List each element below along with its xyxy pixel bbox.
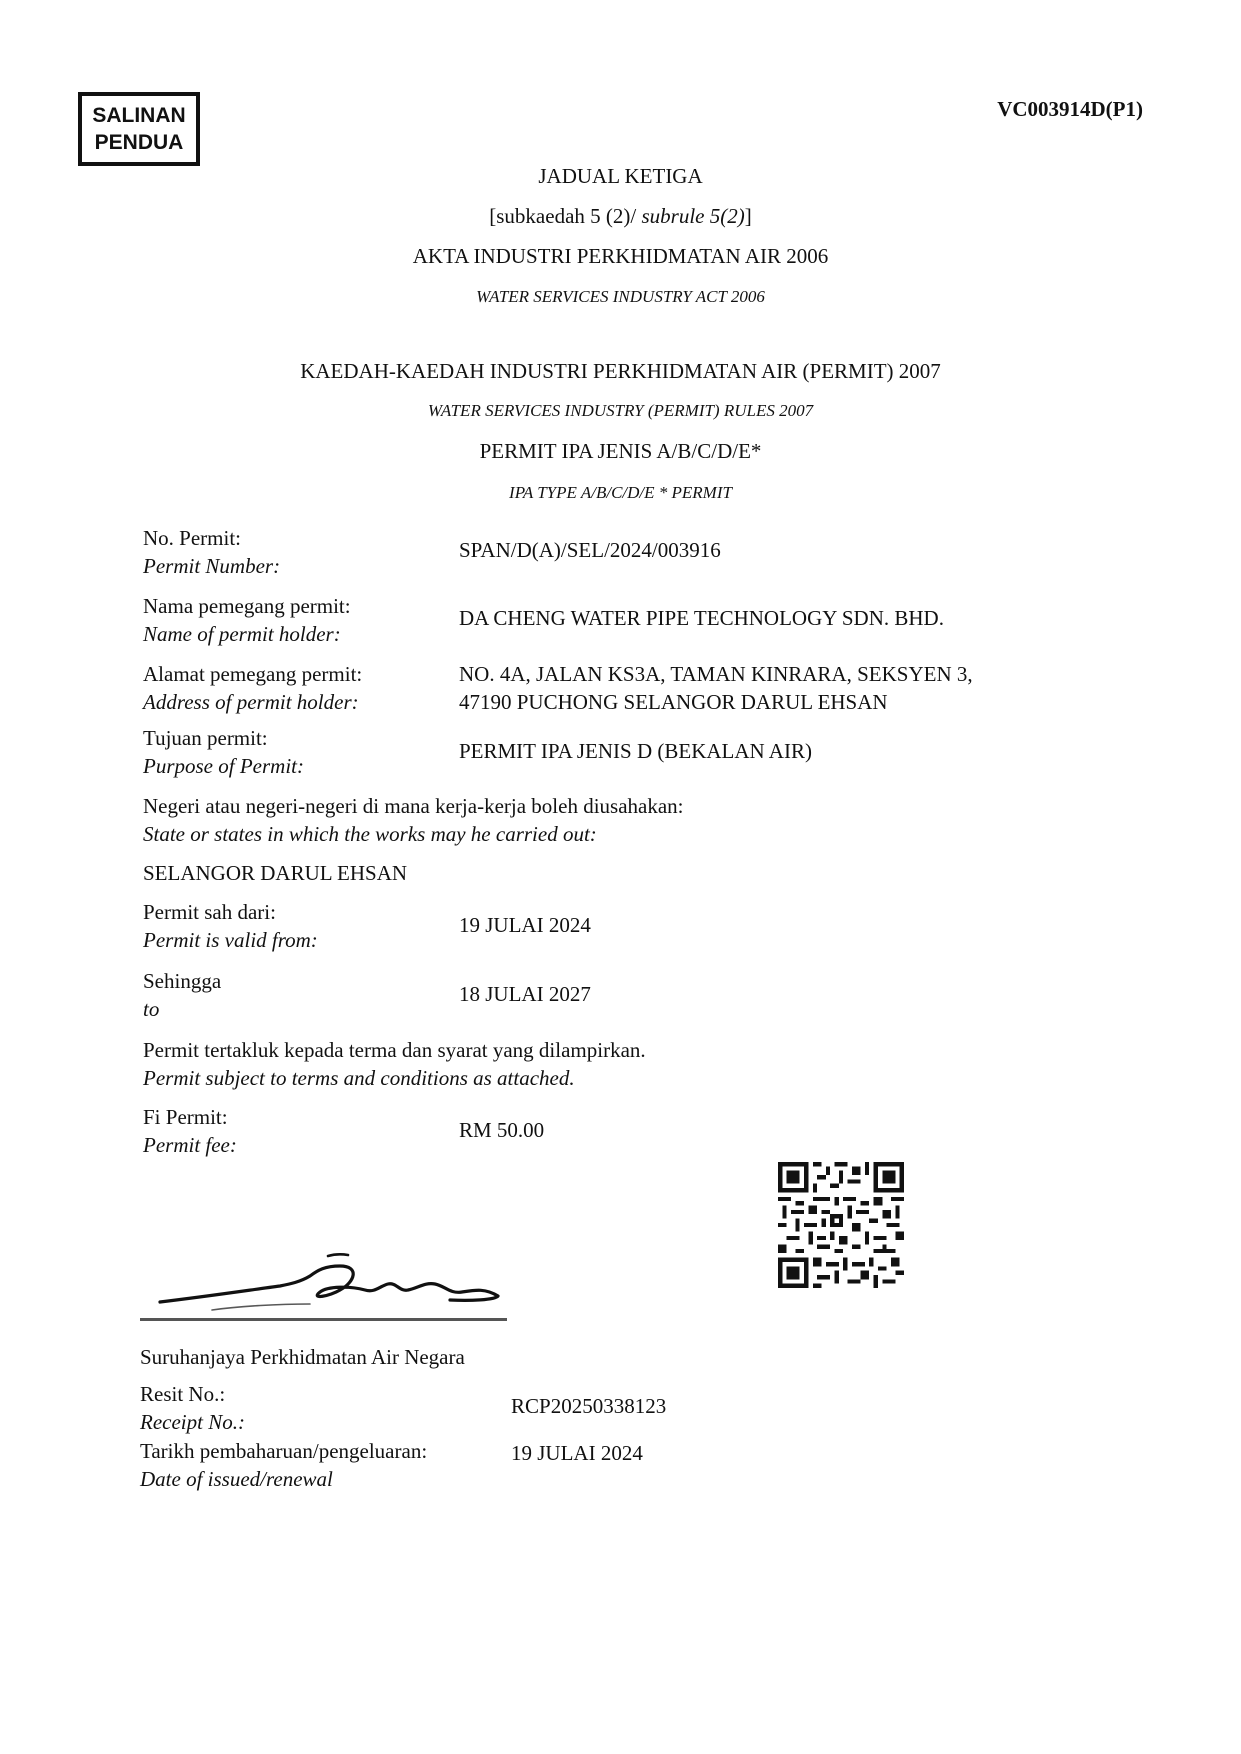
permit-number-value: SPAN/D(A)/SEL/2024/003916 [459, 538, 721, 562]
act-title-ms: AKTA INDUSTRI PERKHIDMATAN AIR 2006 [412, 244, 829, 268]
stamp-line-2: PENDUA [94, 131, 184, 154]
issue-date-label-ms: Tarikh pembaharuan/pengeluaran: [140, 1439, 428, 1463]
states-label [143, 792, 684, 848]
fee-label [143, 1103, 237, 1159]
schedule-title: JADUAL KETIGA [538, 164, 703, 188]
issue-date-value: 19 JULAI 2024 [511, 1441, 643, 1465]
qr-code-icon [778, 1162, 904, 1288]
holder-address-value [459, 660, 973, 716]
purpose-label-en: Purpose of Permit: [143, 754, 304, 778]
valid-to-value: 18 JULAI 2027 [459, 982, 591, 1006]
subrule-reference [0, 204, 1241, 229]
states-label-ms: Negeri atau negeri-negeri di mana kerja-kerja boleh diusahakan: [143, 794, 684, 818]
receipt-label-ms: Resit No.: [140, 1382, 226, 1406]
valid-to-label [143, 967, 221, 1023]
issue-date-label [140, 1437, 427, 1493]
valid-to-label-ms: Sehingga [143, 969, 222, 993]
subrule-italic: subrule 5(2) [641, 204, 745, 228]
reference-code: VC003914D(P1) [997, 97, 1143, 121]
holder-address-label-ms: Alamat pemegang permit: [143, 662, 363, 686]
holder-address-line-1: NO. 4A, JALAN KS3A, TAMAN KINRARA, SEKSYEN 3, [459, 662, 973, 686]
permit-number-label-en: Permit Number: [143, 554, 281, 578]
holder-name-value: DA CHENG WATER PIPE TECHNOLOGY SDN. BHD. [459, 606, 944, 630]
holder-name-label-en: Name of permit holder: [143, 622, 341, 646]
receipt-label [140, 1380, 245, 1436]
act-title-en: WATER SERVICES INDUSTRY ACT 2006 [476, 287, 765, 306]
fee-label-en: Permit fee: [143, 1133, 237, 1157]
purpose-label-ms: Tujuan permit: [143, 726, 268, 750]
rules-title-en: WATER SERVICES INDUSTRY (PERMIT) RULES 2007 [427, 401, 814, 420]
states-value: SELANGOR DARUL EHSAN [143, 861, 408, 885]
rules-title-ms: KAEDAH-KAEDAH INDUSTRI PERKHIDMATAN AIR (PERMIT) 2007 [300, 359, 941, 383]
receipt-label-en: Receipt No.: [140, 1410, 245, 1434]
duplicate-copy-stamp [78, 92, 200, 166]
purpose-value: PERMIT IPA JENIS D (BEKALAN AIR) [459, 739, 812, 763]
issue-date-label-en: Date of issued/renewal [140, 1467, 333, 1491]
fee-value: RM 50.00 [459, 1118, 545, 1142]
holder-name-label [143, 592, 351, 648]
receipt-value: RCP20250338123 [511, 1394, 667, 1418]
holder-address-label [143, 660, 362, 716]
permit-number-label-ms: No. Permit: [143, 526, 241, 550]
subrule-open: [subkaedah 5 (2)/ [489, 204, 642, 228]
terms-note-ms: Permit tertakluk kepada terma dan syarat yang dilampirkan. [143, 1038, 646, 1062]
holder-address-line-2: 47190 PUCHONG SELANGOR DARUL EHSAN [459, 690, 888, 714]
holder-address-label-en: Address of permit holder: [143, 690, 359, 714]
subrule-close: ] [744, 204, 752, 228]
valid-from-value: 19 JULAI 2024 [459, 913, 591, 937]
signature [150, 1246, 510, 1316]
fee-label-ms: Fi Permit: [143, 1105, 228, 1129]
holder-name-label-ms: Nama pemegang permit: [143, 594, 351, 618]
valid-from-label-en: Permit is valid from: [143, 928, 318, 952]
permit-type-ms: PERMIT IPA JENIS A/B/C/D/E* [479, 439, 762, 463]
valid-to-label-en: to [143, 997, 160, 1021]
stamp-line-1: SALINAN [92, 104, 186, 127]
issuer-name: Suruhanjaya Perkhidmatan Air Negara [140, 1345, 465, 1369]
valid-from-label [143, 898, 318, 954]
terms-note [143, 1036, 646, 1092]
signature-line [140, 1318, 507, 1321]
permit-type-en: IPA TYPE A/B/C/D/E * PERMIT [509, 483, 732, 502]
permit-number-label [143, 524, 280, 580]
purpose-label [143, 724, 304, 780]
valid-from-label-ms: Permit sah dari: [143, 900, 276, 924]
terms-note-en: Permit subject to terms and conditions as attached. [143, 1066, 575, 1090]
states-label-en: State or states in which the works may he carried out: [143, 822, 597, 846]
